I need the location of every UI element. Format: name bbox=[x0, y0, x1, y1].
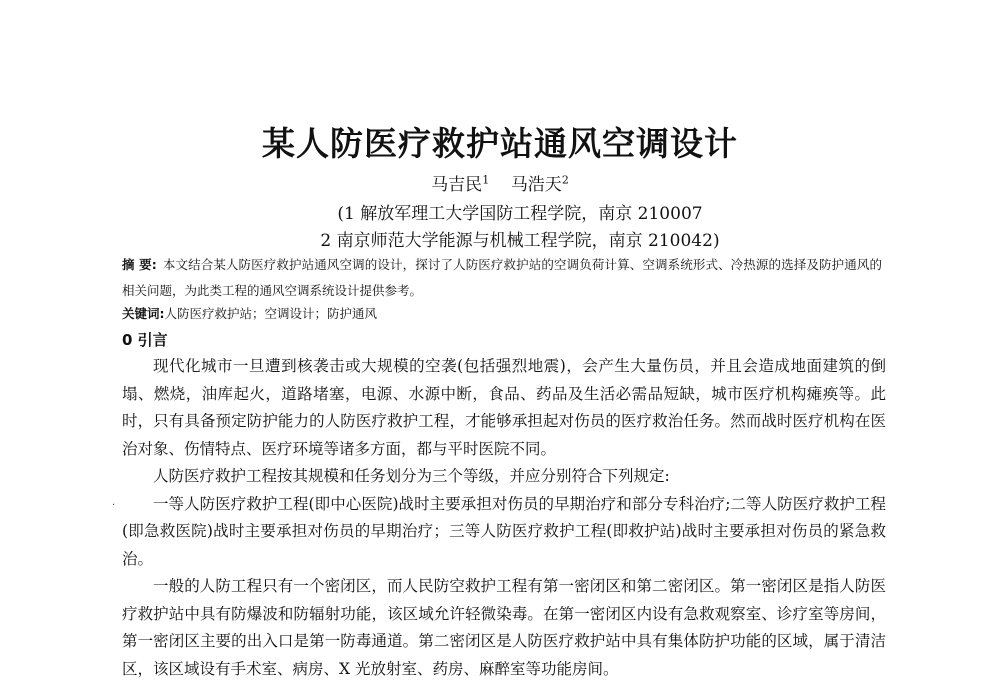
author-superscript: 1 bbox=[482, 173, 490, 187]
abstract-text: 本文结合某人防医疗救护站通风空调的设计，探讨了人防医疗救护站的空调负荷计算、空调系统形式、冷热源的选择及防护通风的相关问题，为此类工程的通风空调系统设计提供参考。 bbox=[122, 257, 882, 298]
keywords-text: 人防医疗救护站；空调设计；防护通风 bbox=[164, 306, 378, 321]
keywords bbox=[122, 303, 882, 325]
author-line bbox=[0, 170, 1000, 195]
abstract bbox=[122, 252, 882, 304]
body-paragraph: 现代化城市一旦遭到核袭击或大规模的空袭(包括强烈地震)，会产生大量伤员，并且会造成地面建筑的倒塌、燃烧，油库起火，道路堵塞，电源、水源中断，食品、药品及生活必需品短缺，城市医疗机构瘫痪等。此时，只有具备预定防护能力的人防医疗救护工程，才能够承担起对伤员的医疗救治任务。然而战时医疗机构在医治对象、伤情特点、医疗环境等诸多方面，都与平时医院不同。 bbox=[122, 357, 886, 458]
scan-speck: · bbox=[112, 500, 116, 511]
abstract-label: 摘 要: bbox=[122, 257, 157, 272]
author-superscript: 2 bbox=[561, 173, 569, 187]
keywords-label: 关键词: bbox=[122, 306, 165, 321]
paper-title: 某人防医疗救护站通风空调设计 bbox=[262, 124, 738, 163]
author-name: 马吉民 bbox=[431, 175, 483, 195]
affiliation-line-1: (1 解放军理工大学国防工程学院，南京 210007 bbox=[337, 204, 703, 224]
section-heading: 0 引言 bbox=[122, 331, 168, 349]
body-text bbox=[122, 353, 886, 683]
affiliation-line-2: 2 南京师范大学能源与机械工程学院，南京 210042) bbox=[320, 231, 720, 251]
body-paragraph: 一等人防医疗救护工程(即中心医院)战时主要承担对伤员的早期治疗和部分专科治疗;二等人防医疗救护工程(即急救医院)战时主要承担对伤员的早期治疗；三等人防医疗救护工程(即救护站)战时主要承担对伤员的紧急救治。 bbox=[122, 494, 886, 568]
author-name: 马浩天 bbox=[510, 175, 562, 195]
body-paragraph: 人防医疗救护工程按其规模和任务划分为三个等级，并应分别符合下列规定: bbox=[153, 467, 670, 485]
body-paragraph: 一般的人防工程只有一个密闭区，而人民防空救护工程有第一密闭区和第二密闭区。第一密闭区是指人防医疗救护站中具有防爆波和防辐射功能，该区域允许轻微染毒。在第一密闭区内设有急救观察室、诊疗室等房间，第一密闭区主要的出入口是第一防毒通道。第二密闭区是人防医疗救护站中具有集体防护功能的区域，属于清洁区，该区域设有手术室、病房、X 光放射室、药房、麻醉室等功能房间。 bbox=[122, 577, 886, 678]
